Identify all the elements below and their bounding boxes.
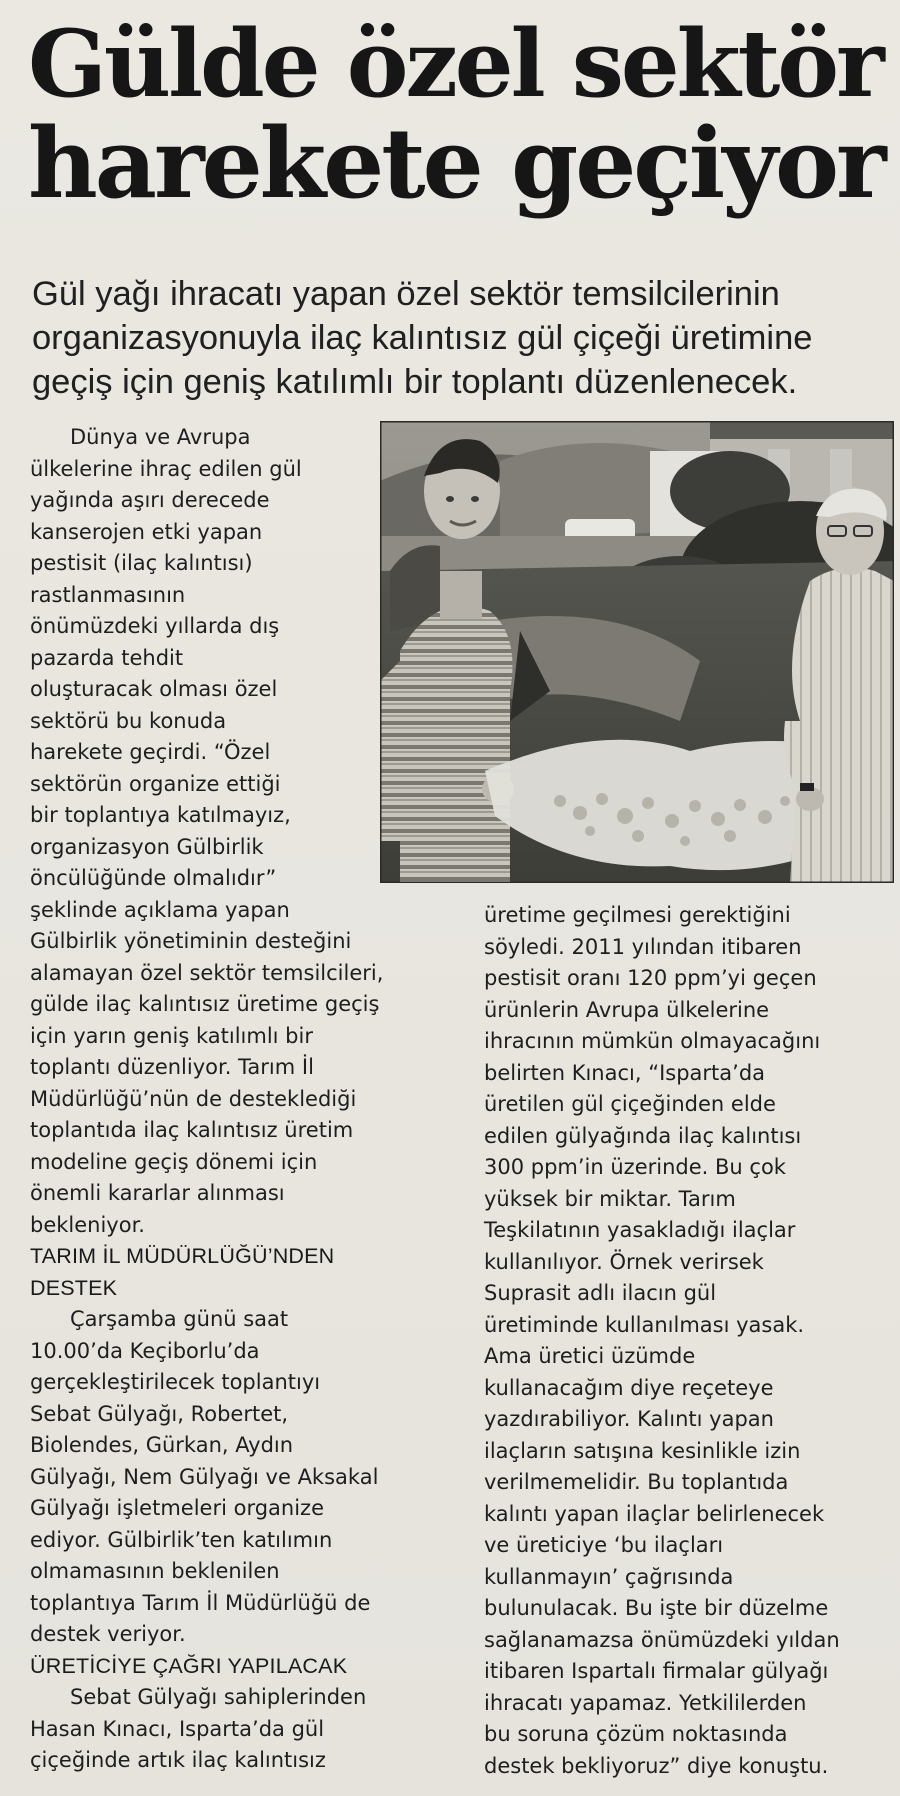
body-line: ediyor. Gülbirlik’ten katılımın [30, 1527, 333, 1552]
body-line: ülkelerine ihraç edilen gül [30, 456, 302, 481]
body-line: üretilen gül çiçeğinden elde [484, 1092, 776, 1116]
body-line: organizasyon Gülbirlik [30, 834, 264, 859]
body-line: edilen gülyağında ilaç kalıntısı [484, 1123, 802, 1148]
body-line: oluşturacak olması özel [30, 677, 278, 701]
subheading-tarim: DESTEK [30, 1275, 118, 1300]
body-line: Teşkilatının yasakladığı ilaçlar [484, 1218, 796, 1242]
body-line: modeline geçiş dönemi için [30, 1149, 318, 1174]
body-line: Gülyağı, Nem Gülyağı ve Aksakal [30, 1464, 379, 1489]
body-line: Çarşamba günü saat [70, 1307, 289, 1331]
body-line: destek bekliyoruz” diye konuştu. [484, 1753, 829, 1778]
body-line: itibaren Ispartalı firmalar gülyağı [484, 1659, 829, 1683]
body-line: ihracatı yapamaz. Yetkililerden [484, 1690, 807, 1715]
body-line: bu soruna çözüm noktasında [484, 1722, 788, 1746]
body-line: sağlanamazsa önümüzdeki yıldan [484, 1627, 840, 1652]
body-line: ürünlerin Avrupa ülkelerine [484, 997, 770, 1022]
body-line: kullanılıyor. Örnek verirsek [484, 1249, 764, 1274]
body-line: üretime geçilmesi gerektiğini [484, 903, 791, 927]
body-line: rastlanmasının [30, 582, 186, 607]
body-line: yazdırabiliyor. Kalıntı yapan [484, 1407, 774, 1431]
body-line: Hasan Kınacı, Isparta’da gül [30, 1716, 325, 1741]
body-line: harekete geçirdi. “Özel [30, 740, 271, 764]
body-line: öncülüğünde olmalıdır” [30, 866, 277, 890]
body-line: ilaçların satışına kesinlikle izin [484, 1438, 801, 1463]
headline-line: Gülde özel sektör [28, 9, 882, 118]
body-line: kalıntı yapan ilaçlar belirlenecek [484, 1501, 825, 1526]
body-line: üretiminde kullanılması yasak. [484, 1312, 805, 1337]
body-line: belirten Kınacı, “Isparta’da [484, 1060, 766, 1085]
body-line: bir toplantıya katılmayız, [30, 803, 291, 827]
body-line: için yarın geniş katılımlı bir [30, 1023, 313, 1048]
body-line: Dünya ve Avrupa [70, 425, 251, 449]
body-line: Ama üretici üzümde [484, 1344, 696, 1368]
body-line: 10.00’da Keçiborlu’da [30, 1338, 260, 1363]
body-line: bekleniyor. [30, 1212, 145, 1237]
body-line: kanserojen etki yapan [30, 519, 263, 544]
body-line: pazarda tehdit [30, 645, 184, 670]
body-line: toplantıya Tarım İl Müdürlüğü de [30, 1590, 371, 1615]
standfirst-line: geçiş için geniş katılımlı bir toplantı düzenlenecek. [32, 363, 798, 401]
body-line: çiçeğinde artık ilaç kalıntısız [30, 1748, 326, 1772]
subheading-tarim: TARIM İL MÜDÜRLÜĞÜ’NDEN [30, 1244, 335, 1268]
body-line: ihracının mümkün olmayacağını [484, 1029, 821, 1053]
article-column-left [30, 422, 470, 1777]
body-line: kullanmayın’ çağrısında [484, 1564, 734, 1589]
headline [28, 9, 888, 220]
body-line: toplantıda ilaç kalıntısız üretim [30, 1118, 354, 1142]
body-line: pestisit (ilaç kalıntısı) [30, 551, 253, 575]
body-line: söyledi. 2011 yılından itibaren [484, 934, 802, 959]
body-line: şeklinde açıklama yapan [30, 897, 290, 922]
body-line: Sebat Gülyağı, Robertet, [30, 1401, 289, 1426]
body-line: bulunulacak. Bu işte bir düzelme [484, 1596, 829, 1620]
standfirst-line: organizasyonuyla ilaç kalıntısız gül çiçeği üretimine [32, 319, 813, 357]
body-line: sektörün organize ettiği [30, 771, 281, 796]
body-line: Gülbirlik yönetiminin desteğini [30, 929, 352, 953]
body-line: sektörü bu konuda [30, 708, 227, 733]
body-line: Biolendes, Gürkan, Aydın [30, 1433, 294, 1457]
body-line: destek veriyor. [30, 1622, 186, 1646]
body-line: toplantı düzenliyor. Tarım İl [30, 1055, 314, 1079]
subheading-ureticiye: ÜRETİCİYE ÇAĞRI YAPILACAK [30, 1653, 348, 1678]
article-column-right [484, 900, 894, 1782]
body-line: alamayan özel sektör temsilcileri, [30, 960, 384, 985]
body-line: önemli kararlar alınması [30, 1181, 285, 1205]
body-line: gülde ilaç kalıntısız üretime geçiş [30, 992, 380, 1016]
body-line: yüksek bir miktar. Tarım [484, 1186, 736, 1211]
body-line: Müdürlüğü’nün de desteklediği [30, 1086, 357, 1111]
body-line: gerçekleştirilecek toplantıyı [30, 1370, 321, 1394]
body-line: yağında aşırı derecede [30, 488, 270, 512]
body-line: 300 ppm’in üzerinde. Bu çok [484, 1155, 786, 1179]
body-line: kullanacağım diye reçeteye [484, 1375, 774, 1400]
body-line: ve üreticiye ‘bu ilaçları [484, 1533, 724, 1557]
body-line: Gülyağı işletmeleri organize [30, 1496, 324, 1520]
headline-line: harekete geçiyor [28, 107, 884, 220]
body-line: verilmemelidir. Bu toplantıda [484, 1470, 789, 1494]
body-line: Sebat Gülyağı sahiplerinden [70, 1685, 367, 1709]
body-line: olmamasının beklenilen [30, 1559, 280, 1583]
standfirst [32, 272, 894, 404]
body-line: Suprasit adlı ilacın gül [484, 1281, 717, 1305]
standfirst-line: Gül yağı ihracatı yapan özel sektör temsilcilerinin [32, 275, 780, 313]
body-line: pestisit oranı 120 ppm’yi geçen [484, 966, 817, 990]
body-line: önümüzdeki yıllarda dış [30, 614, 280, 638]
